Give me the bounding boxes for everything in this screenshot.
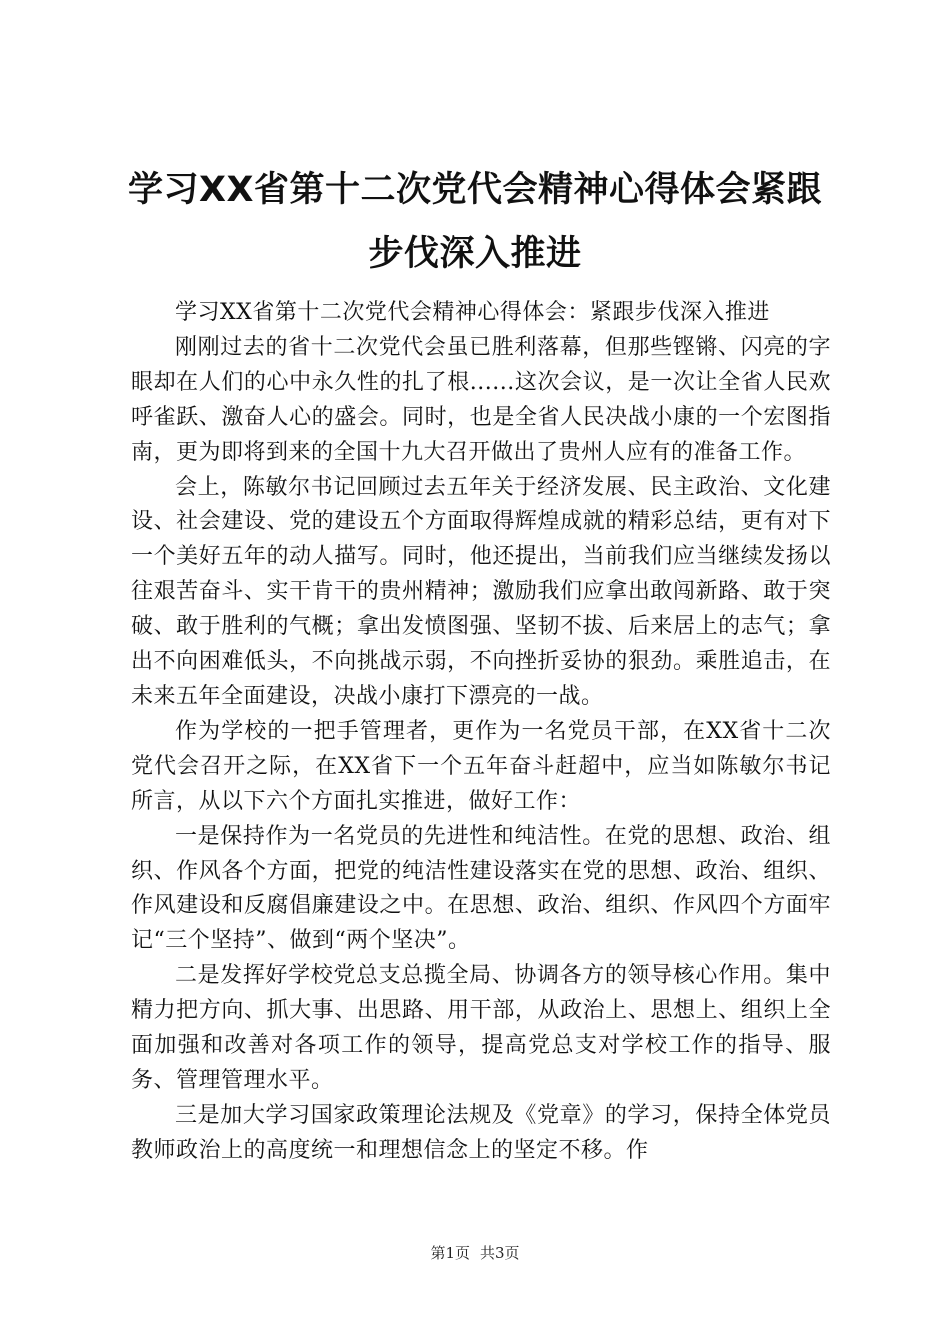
title-line-1: 学习XX省第十二次党代会精神心得体会紧跟 [128, 170, 822, 210]
document-body [131, 296, 831, 1169]
document-title [120, 158, 830, 286]
paragraph-point-3: 三是加大学习国家政策理论法规及《党章》的学习，保持全体党员教师政治上的高度统一和理想信念上的坚定不移。作 [131, 1102, 831, 1163]
page-number-total: 共3页 [480, 1244, 520, 1262]
paragraph-point-2: 二是发挥好学校党总支总揽全局、协调各方的领导核心作用。集中精力把方向、抓大事、出思路、用干部，从政治上、思想上、组织上全面加强和改善对各项工作的领导，提高党总支对学校工作的指导、服务、管理管理水平。 [131, 963, 831, 1093]
paragraph-role: 作为学校的一把手管理者，更作为一名党员干部，在XX省十二次党代会召开之际，在XX省下一个五年奋斗赶超中，应当如陈敏尔书记所言，从以下六个方面扎实推进，做好工作： [131, 718, 831, 814]
paragraph-intro: 刚刚过去的省十二次党代会虽已胜利落幕，但那些铿锵、闪亮的字眼却在人们的心中永久性的扎了根......这次会议，是一次让全省人民欢呼雀跃、激奋人心的盛会。同时，也是全省人民决战小康的一个宏图指南，更为即将到来的全国十九大召开做出了贵州人应有的准备工作。 [131, 334, 831, 465]
paragraph-subtitle: 学习XX省第十二次党代会精神心得体会：紧跟步伐深入推进 [175, 300, 770, 325]
page-number-current: 第1页 [430, 1244, 470, 1262]
paragraph-point-1: 一是保持作为一名党员的先进性和纯洁性。在党的思想、政治、组织、作风各个方面，把党的纯洁性建设落实在党的思想、政治、组织、作风建设和反腐倡廉建设之中。在思想、政治、组织、作风四个方面牢记“三个坚持”、做到“两个坚决”。 [131, 823, 831, 954]
title-line-2: 步伐深入推进 [368, 234, 582, 274]
paragraph-meeting: 会上，陈敏尔书记回顾过去五年关于经济发展、民主政治、文化建设、社会建设、党的建设五个方面取得辉煌成就的精彩总结，更有对下一个美好五年的动人描写。同时，他还提出，当前我们应当继续发扬以往艰苦奋斗、实干肯干的贵州精神；激励我们应拿出敢闯新路、敢于突破、敢于胜利的气概；拿出发愤图强、坚韧不拔、后来居上的志气；拿出不向困难低头，不向挑战示弱，不向挫折妥协的狠劲。乘胜追击，在未来五年全面建设，决战小康打下漂亮的一战。 [131, 474, 831, 709]
page-footer [0, 1243, 950, 1263]
